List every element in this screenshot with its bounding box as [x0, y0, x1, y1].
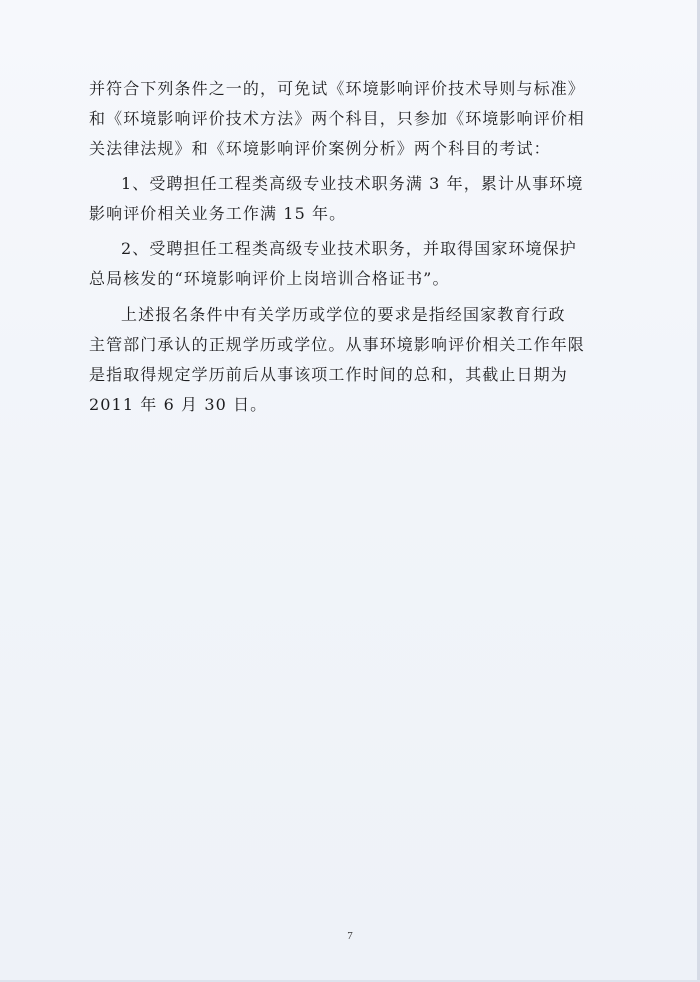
- text-line: 影响评价相关业务工作满 15 年。: [89, 204, 347, 223]
- text-line: 关法律法规》和《环境影响评价案例分析》两个科目的考试：: [89, 139, 551, 158]
- text-line: 1、受聘担任工程类高级专业技术职务满 3 年，累计从事环境: [121, 174, 584, 193]
- paragraph-exemption-conditions: [89, 74, 629, 164]
- text-line: 是指取得规定学历前后从事该项工作时间的总和，其截止日期为: [89, 365, 568, 384]
- text-line: 并符合下列条件之一的，可免试《环境影响评价技术导则与标准》: [89, 79, 585, 98]
- paragraph-condition-1: [89, 169, 629, 229]
- text-line: 2、受聘担任工程类高级专业技术职务，并取得国家环境保护: [121, 239, 577, 258]
- text-line: 2011 年 6 月 30 日。: [89, 395, 268, 414]
- paragraph-education-note: [89, 300, 629, 420]
- text-line: 总局核发的“环境影响评价上岗培训合格证书”。: [89, 269, 450, 288]
- paragraph-condition-2: [89, 234, 629, 294]
- page-number: 7: [347, 930, 353, 942]
- text-line: 主管部门承认的正规学历或学位。从事环境影响评价相关工作年限: [89, 335, 585, 354]
- document-body: [89, 74, 629, 420]
- text-line: 上述报名条件中有关学历或学位的要求是指经国家教育行政: [121, 305, 566, 324]
- text-line: 和《环境影响评价技术方法》两个科目，只参加《环境影响评价相: [89, 109, 585, 128]
